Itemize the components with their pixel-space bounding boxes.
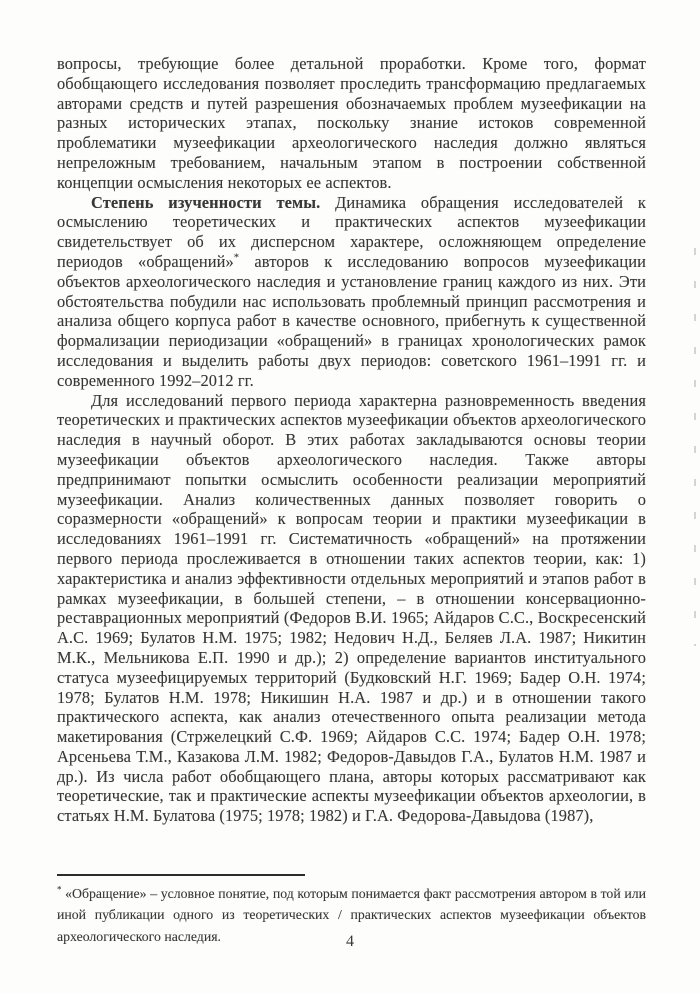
footnote-reference-asterisk: * <box>233 252 240 264</box>
footnote-text: «Обращение» – условное понятие, под которым понимается факт рассмотрения автором в той или иной публикации одного из теоретических / практических аспектов музеефикации объектов археологического наследия. <box>57 886 646 944</box>
footnote-marker-asterisk: * <box>57 884 62 895</box>
paragraph-continuation <box>57 54 646 193</box>
scan-artifacts-right-edge <box>694 248 696 646</box>
paragraph-text: вопросы, требующие более детальной проработки. Кроме того, формат обобщающего исследования позволяет проследить трансформацию предлагаемых авторами средств и путей разрешения обозначаемых проблем музеефикации на разных исторических этапах, поскольку знание истоков современной проблематики музеефикации археологического наследия должно являться непреложным требованием, начальным этапом в построении собственной концепции осмысления некоторых ее аспектов. <box>57 54 646 192</box>
paragraph-text: Динамика обращения исследователей к осмыслению теоретических и практических аспектов музеефикации свидетельствует об их дисперсном характере, осложняющем определение периодов «обращений» <box>57 192 646 271</box>
section-heading: Степень изученности темы. <box>91 192 321 212</box>
page-number: 4 <box>346 933 354 950</box>
paragraph-text: авторов к исследованию вопросов музеефикации объектов археологического наследия и установление границ каждого из них. Эти обстоятельства побудили нас использовать проблемный принцип рассмотрения и анализа общего корпуса работ в качестве основного, прибегнуть к существенной формализации периодизации «обращений» в границах хронологических рамок исследования и выделить работы двух периодов: советского 1961–1991 гг. и современного 1992–2012 гг. <box>57 251 647 390</box>
paragraph-degree-of-study <box>57 193 646 391</box>
paragraph-first-period <box>57 391 646 827</box>
page-body-text <box>57 54 646 826</box>
footnote-separator-line <box>57 874 305 876</box>
paragraph-text: Для исследований первого периода характерна разновременность введения теоретических и практических аспектов музеефикации объектов археологического наследия в научный оборот. В этих работах закладываются основы теории музеефикации объектов археологического наследия. Также авторы предпринимают попытки осмыслить особенности реализации мероприятий музеефикации. Анализ количественных данных позволяет говорить о соразмерности «обращений» к вопросам теории и практики музеефикации в исследованиях 1961–1991 гг. Систематичность «обращений» на протяжении первого периода прослеживается в отношении таких аспектов теории, как: 1) характеристика и анализ эффективности отдельных мероприятий и этапов работ в рамках музеефикации, в большей степени, – в отношении консервационно-реставрационных мероприятий (Федоров В.И. 1965; Айдаров С.С., Воскресенский А.С. 1969; Булатов Н.М. 1975; 1982; Недович Н.Д., Беляев Л.А. 1987; Никитин М.К., Мельникова Е.П. 1990 и др.); 2) определение вариантов институального статуса музеефицируемых территорий (Будковский Н.Г. 1969; Бадер О.Н. 1974; 1978; Булатов Н.М. 1978; Никишин Н.А. 1987 и др.) и в отношении такого практического аспекта, как анализ отечественного опыта реализации метода макетирования (Стржелецкий С.Ф. 1969; Айдаров С.С. 1974; Бадер О.Н. 1978; Арсеньева Т.М., Казакова Л.М. 1982; Федоров-Давыдов Г.А., Булатов Н.М. 1987 и др.). Из числа работ обобщающего плана, авторы которых рассматривают как теоретические, так и практические аспекты музеефикации объектов археологии, в статьях Н.М. Булатова (1975; 1978; 1982) и Г.А. Федорова-Давыдова (1987), <box>57 390 646 826</box>
